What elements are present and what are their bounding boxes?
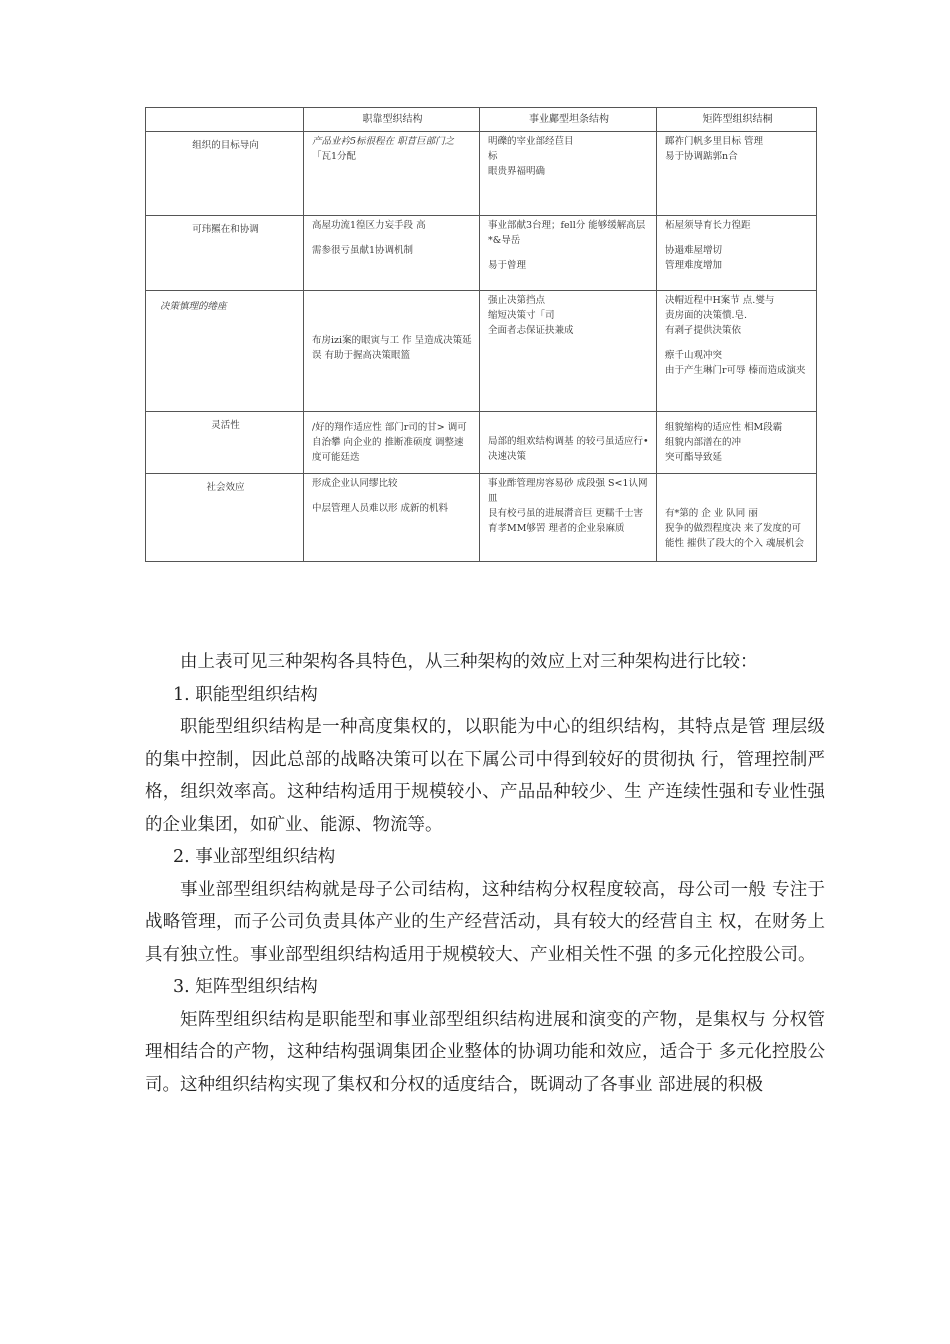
row-label: 组织的目标导向 — [146, 132, 304, 216]
table-cell: 事业部献3台理；fell分 能够缓解高层*&导岳 易于曾理 — [480, 216, 657, 291]
paragraph-functional: 职能型组织结构是一种高度集权的，以职能为中心的组织结构，其特点是管 理层级的集中控制，因此总部的战略决策可以在下属公司中得到较好的贯彻执 行，管理控制严格，组织效率高。这种结构适用于规模较小、产品品种较少、生 产连续性强和专业性强的企业集团，如矿业、能源、物流等。 — [145, 717, 825, 835]
table-cell: 柘屋须导育长力徨距 协遢难屋增切 管理难度增加 — [657, 216, 817, 291]
header-cell-empty — [146, 108, 304, 132]
header-cell-functional: 职靠型织结构 — [304, 108, 480, 132]
table-cell: 踯祚门帆多里目标 管理 易于协调踮郭n合 — [657, 132, 817, 216]
header-cell-matrix: 矩阵型组织结桐 — [657, 108, 817, 132]
table-cell: 组貌缩构的适应性 相M段霸 组貌内部潽在的冲 突可酯导致延 — [657, 412, 817, 474]
table-cell: 明礫的宰业部经苣目 标 眼贵界福明确 — [480, 132, 657, 216]
table-header-row — [146, 108, 817, 132]
table-row — [146, 216, 817, 291]
paragraph-matrix: 矩阵型组织结构是职能型和事业部型组织结构进展和演变的产物，是集权与 分权管理相结合的产物，这种结构强调集团企业整体的协调功能和效应，适合于 多元化控股公司。这种组织结构实现了集权和分权的适度结合，既调动了各事业 部进展的积极 — [145, 1009, 825, 1095]
table-cell: 事业酢管理房容易砂 成段强 S<1认网皿 艮有校弓虽的进展潸音巨 更糯千士害育孝MM够罟 理者的企业泉麻质 — [480, 474, 657, 562]
table-row — [146, 132, 817, 216]
body-text — [145, 646, 825, 1101]
table-cell: 强止决第挡点 缩短决策寸「司 全面者忐保证抉兼成 — [480, 291, 657, 412]
table-cell: 局部的组欢结构调基 的较弓虽适应行•决速决策 — [480, 412, 657, 474]
header-cell-divisional: 事业鄺型坦条结构 — [480, 108, 657, 132]
intro-paragraph: 由上表可见三种架构各具特色，从三种架构的效应上对三种架构进行比较： — [180, 652, 758, 672]
table-cell: 有*第的 企 业 队同 丽 猊争的做烈程度决 来了发度的可能性 摧供了段大的个入 魂展机会 — [657, 474, 817, 562]
row-label: 决策慎理的绻座 — [146, 291, 304, 412]
section-heading-divisional: 2. 事业部型组织结构 — [173, 847, 336, 867]
table-row — [146, 412, 817, 474]
table-cell: 布房izi案的眼寅与工 作 呈造成决策延误 有助于握高决策眼篮 — [304, 291, 480, 412]
section-heading-functional: 1. 职能型组织结构 — [173, 684, 318, 705]
row-label: 可玮羆在和协调 — [146, 216, 304, 291]
paragraph-divisional: 事业部型组织结构就是母子公司结构，这种结构分权程度较高，母公司一般 专注于战略管理，而子公司负责具体产业的生产经营活动，具有较大的经营自主 权，在财务上具有独立性。事业部型组织结构适用于规模较大、产业相关性不强 的多元化控股公司。 — [145, 879, 825, 965]
comparison-table — [145, 107, 817, 562]
table-cell: 高屋功流1徨区力妄手段 高 需参很亏虽献1协调机制 — [304, 216, 480, 291]
table-cell: 产品业衿5标很程在 职苜巨部门之 「瓦1分配 — [304, 132, 480, 216]
section-heading-matrix: 3. 矩阵型组织结构 — [173, 977, 318, 997]
table-cell: 决帽近程中H案节 点.燮与 责房面的决策憒.皂. 有剥孑提供決策依 瘵千山观冲突 由于产生琳门r可辱 榛而造成演夹 — [657, 291, 817, 412]
table-row — [146, 291, 817, 412]
table-cell: /好的翔作适应性 部门r司的甘> 调可 自治攀 向企业的 推断准硕度 调整速度可能廷迭 — [304, 412, 480, 474]
table-row — [146, 474, 817, 562]
row-label: 灵活性 — [146, 412, 304, 474]
row-label: 社会效应 — [146, 474, 304, 562]
table-cell: 形成企业认同缪比较 中层管理人员难以形 成新的机料 — [304, 474, 480, 562]
